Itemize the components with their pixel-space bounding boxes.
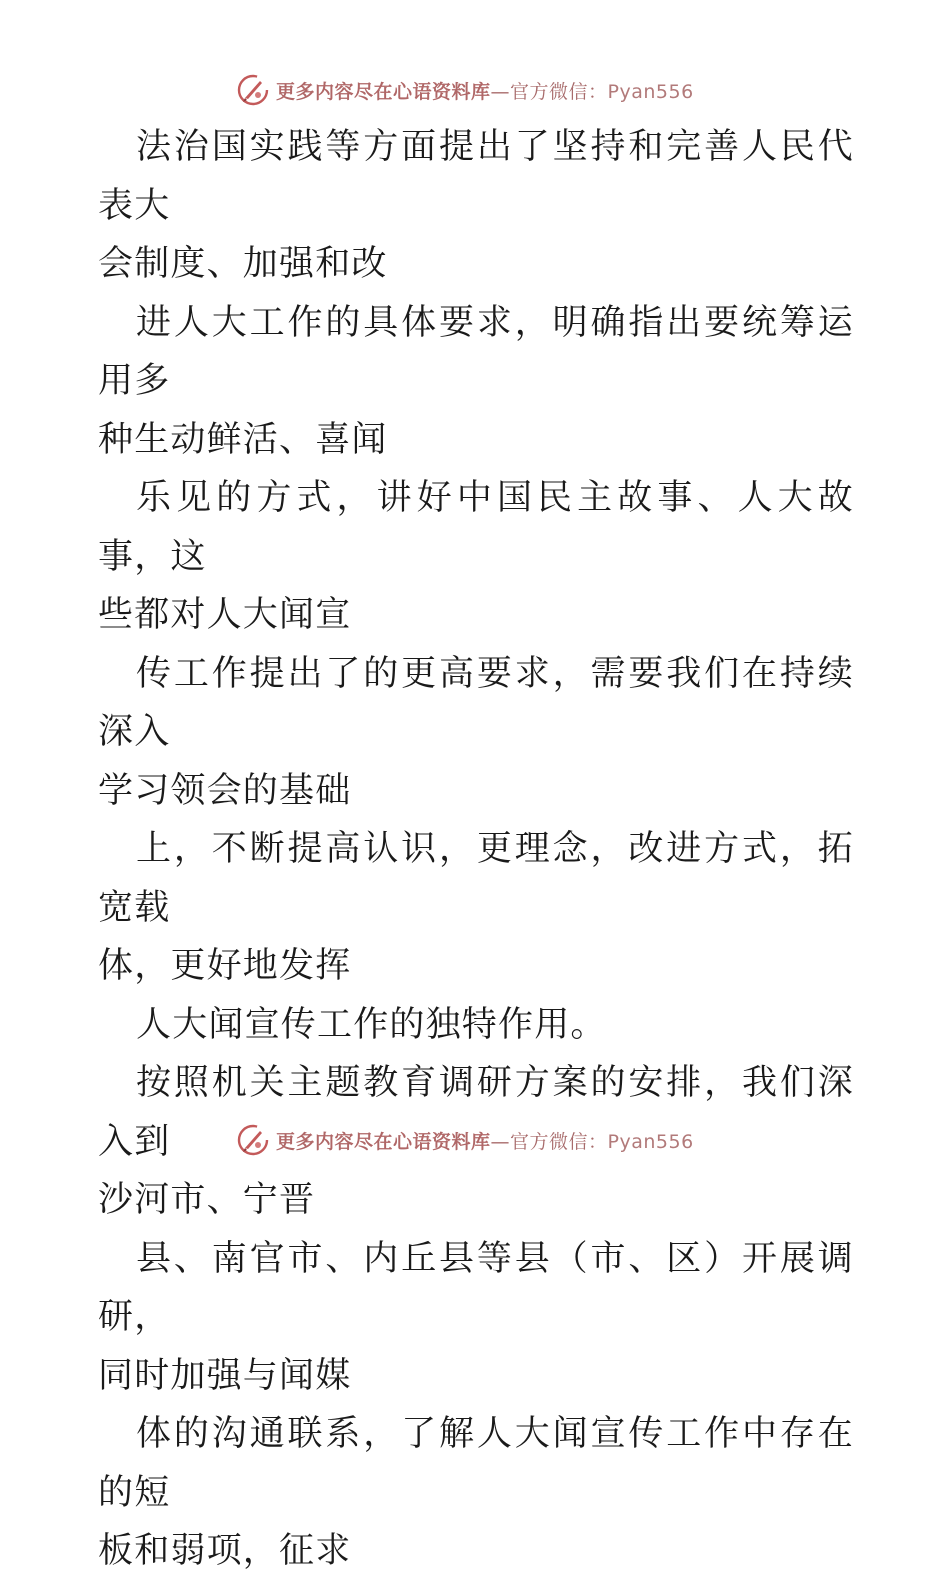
paragraph-line: 种生动鲜活、喜闻: [98, 419, 388, 460]
paragraph-line: 按照机关主题教育调研方案的安排，我们深入到: [98, 1063, 854, 1162]
watermark-label: 官方微信：: [510, 80, 608, 103]
paragraph: [98, 118, 854, 294]
paragraph-line: 会制度、加强和改: [98, 244, 388, 284]
paragraph-line: 乐见的方式，讲好中国民主故事、人大故事，这: [98, 478, 854, 577]
watermark-text: [276, 1127, 694, 1154]
watermark-text: [276, 77, 694, 104]
watermark-chinese: 更多内容尽在心语资料库: [276, 1130, 491, 1153]
paragraph-line: 人大闻宣传工作的独特作用。: [136, 1004, 607, 1045]
paragraph: [98, 645, 854, 821]
watermark-label: 官方微信：: [510, 1130, 608, 1153]
paragraph-line: 沙河市、宁晋: [98, 1180, 316, 1220]
paragraph-line: 法治国实践等方面提出了坚持和完善人民代表大: [98, 127, 854, 226]
paragraph-line: 县、南官市、内丘县等县（市、区）开展调研，: [98, 1238, 854, 1337]
paragraph: [98, 1230, 854, 1406]
body-text: [98, 118, 854, 1581]
paragraph: [98, 294, 854, 470]
quill-logo-icon: [236, 73, 270, 107]
footer-watermark: [236, 1122, 694, 1158]
watermark-chinese: 更多内容尽在心语资料库: [276, 80, 491, 103]
paragraph: [98, 1405, 854, 1581]
watermark-dash: —: [490, 80, 511, 103]
paragraph-line: 上，不断提高认识，更理念，改进方式，拓宽载: [98, 829, 854, 928]
paragraph-line: 板和弱项，征求: [98, 1531, 352, 1571]
quill-logo-icon: [236, 1123, 270, 1157]
watermark-id: Pyan556: [607, 80, 694, 103]
paragraph-line: 些都对人大闻宣: [98, 595, 352, 635]
paragraph: [98, 820, 854, 996]
paragraph: [98, 469, 854, 645]
paragraph-line: 同时加强与闻媒: [98, 1355, 352, 1396]
paragraph-line: 学习领会的基础: [98, 770, 352, 811]
paragraph-line: 体的沟通联系，了解人大闻宣传工作中存在的短: [98, 1414, 854, 1513]
paragraph-line: 体，更好地发挥: [98, 946, 352, 986]
paragraph: [98, 996, 854, 1055]
paragraph-line: 传工作提出了的更高要求，需要我们在持续深入: [98, 653, 854, 752]
watermark-dash: —: [490, 1130, 511, 1153]
header-watermark: [236, 72, 694, 108]
paragraph-line: 进人大工作的具体要求，明确指出要统筹运用多: [98, 302, 854, 401]
watermark-id: Pyan556: [607, 1130, 694, 1153]
